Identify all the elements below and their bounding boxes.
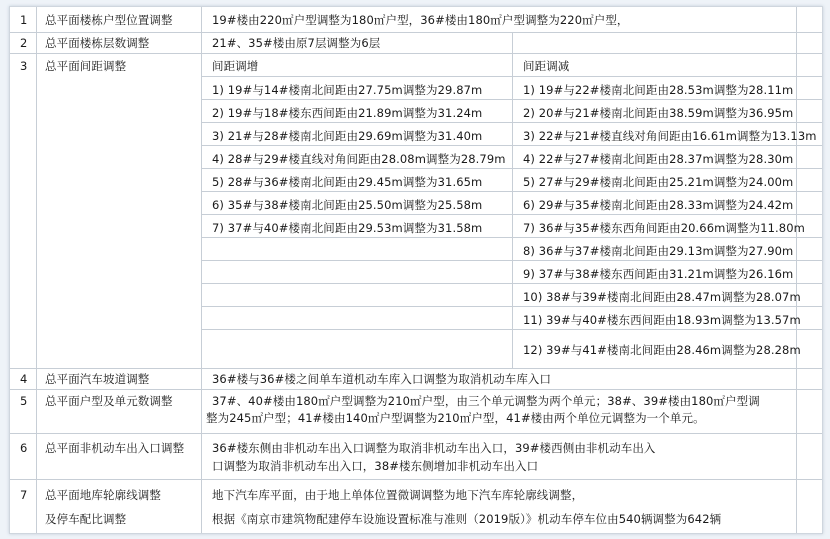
increase-item: 6) 35#与38#楼南北间距由25.50m调整为25.58m [212, 198, 483, 212]
row-content-line: 36#楼东侧由非机动车出入口调整为取消非机动车出入口，39#楼西侧由非机动车出入 [212, 441, 656, 455]
grid-line [201, 122, 822, 123]
grid-line [10, 53, 822, 54]
row-number: 2 [20, 36, 28, 50]
grid-line [201, 99, 822, 100]
grid-line [201, 191, 822, 192]
grid-line [201, 260, 822, 261]
row-item: 总平面非机动车出入口调整 [45, 441, 185, 455]
row-item: 总平面间距调整 [45, 59, 127, 73]
grid-line [201, 7, 202, 533]
grid-line [10, 433, 822, 434]
grid-line [36, 7, 37, 533]
decrease-item: 11) 39#与40#楼东西间距由18.93m调整为13.57m [523, 313, 801, 327]
decrease-item: 2) 20#与21#楼南北间距由38.59m调整为36.95m [523, 106, 794, 120]
grid-line [201, 283, 822, 284]
decrease-header: 间距调减 [523, 59, 570, 73]
decrease-item: 5) 27#与29#楼南北间距由25.21m调整为24.00m [523, 175, 794, 189]
row-content-line: 37#、40#楼由180㎡户型调整为210㎡户型，由三个单元调整为两个单元；38#、39#楼由180㎡户型调 [212, 394, 760, 408]
row-item-line: 及停车配比调整 [45, 512, 127, 526]
grid-line [201, 145, 822, 146]
row-item: 总平面楼栋层数调整 [45, 36, 150, 50]
grid-line [512, 32, 513, 368]
decrease-item: 6) 29#与35#楼南北间距由28.33m调整为24.42m [523, 198, 794, 212]
row-content-line: 口调整为取消非机动车出入口，38#楼东侧增加非机动车出入口 [212, 459, 539, 473]
grid-line [10, 479, 822, 480]
grid-line [201, 329, 822, 330]
increase-item: 4) 28#与29#楼直线对角间距由28.08m调整为28.79m [212, 152, 506, 166]
decrease-item: 10) 38#与39#楼南北间距由28.47m调整为28.07m [523, 290, 801, 304]
row-number: 5 [20, 394, 28, 408]
grid-line [201, 237, 822, 238]
row-content: 36#楼与36#楼之间单车道机动车库入口调整为取消机动车库入口 [212, 372, 552, 386]
grid-line [796, 7, 797, 533]
row-number: 3 [20, 59, 28, 73]
row-content-line: 根据《南京市建筑物配建停车设施设置标准与准则（2019版）》机动车停车位由540辆调整为642辆 [212, 512, 722, 526]
increase-item: 1) 19#与14#楼南北间距由27.75m调整为29.87m [212, 83, 483, 97]
row-item-line: 总平面地库轮廓线调整 [45, 488, 161, 502]
increase-item: 5) 28#与36#楼南北间距由29.45m调整为31.65m [212, 175, 483, 189]
row-number: 6 [20, 441, 28, 455]
increase-header: 间距调增 [212, 59, 259, 73]
decrease-item: 4) 22#与27#楼南北间距由28.37m调整为28.30m [523, 152, 794, 166]
increase-item: 3) 21#与28#楼南北间距由29.69m调整为31.40m [212, 129, 483, 143]
row-item: 总平面户型及单元数调整 [45, 394, 173, 408]
decrease-item: 3) 22#与21#楼直线对角间距由16.61m调整为13.13m [523, 129, 817, 143]
row-content-line: 整为245㎡户型；41#楼由140㎡户型调整为210㎡户型，41#楼由两个单位元调整为一个单元。 [206, 411, 705, 425]
row-item: 总平面楼栋户型位置调整 [45, 13, 173, 27]
decrease-item: 7) 36#与35#楼东西角间距由20.66m调整为11.80m [523, 221, 805, 235]
grid-line [10, 368, 822, 369]
row-item: 总平面汽车坡道调整 [45, 372, 150, 386]
row-content: 21#、35#楼由原7层调整为6层 [212, 36, 381, 50]
decrease-item: 8) 36#与37#楼南北间距由29.13m调整为27.90m [523, 244, 794, 258]
grid-line [201, 168, 822, 169]
grid-line [201, 306, 822, 307]
increase-item: 7) 37#与40#楼南北间距由29.53m调整为31.58m [212, 221, 483, 235]
row-content: 19#楼由220㎡户型调整为180㎡户型，36#楼由180㎡户型调整为220㎡户型， [212, 13, 629, 27]
row-number: 7 [20, 488, 28, 502]
increase-item: 2) 19#与18#楼东西间距由21.89m调整为31.24m [212, 106, 483, 120]
grid-line [201, 214, 822, 215]
row-number: 4 [20, 372, 28, 386]
grid-line [201, 76, 822, 77]
grid-line [10, 32, 822, 33]
row-number: 1 [20, 13, 28, 27]
decrease-item: 9) 37#与38#楼东西间距由31.21m调整为26.16m [523, 267, 794, 281]
decrease-item: 1) 19#与22#楼南北间距由28.53m调整为28.11m [523, 83, 794, 97]
decrease-item: 12) 39#与41#楼南北间距由28.46m调整为28.28m [523, 343, 801, 357]
row-content-line: 地下汽车库平面，由于地上单体位置微调调整为地下汽车库轮廓线调整， [212, 488, 584, 502]
adjustment-table [9, 6, 823, 534]
grid-line [10, 389, 822, 390]
